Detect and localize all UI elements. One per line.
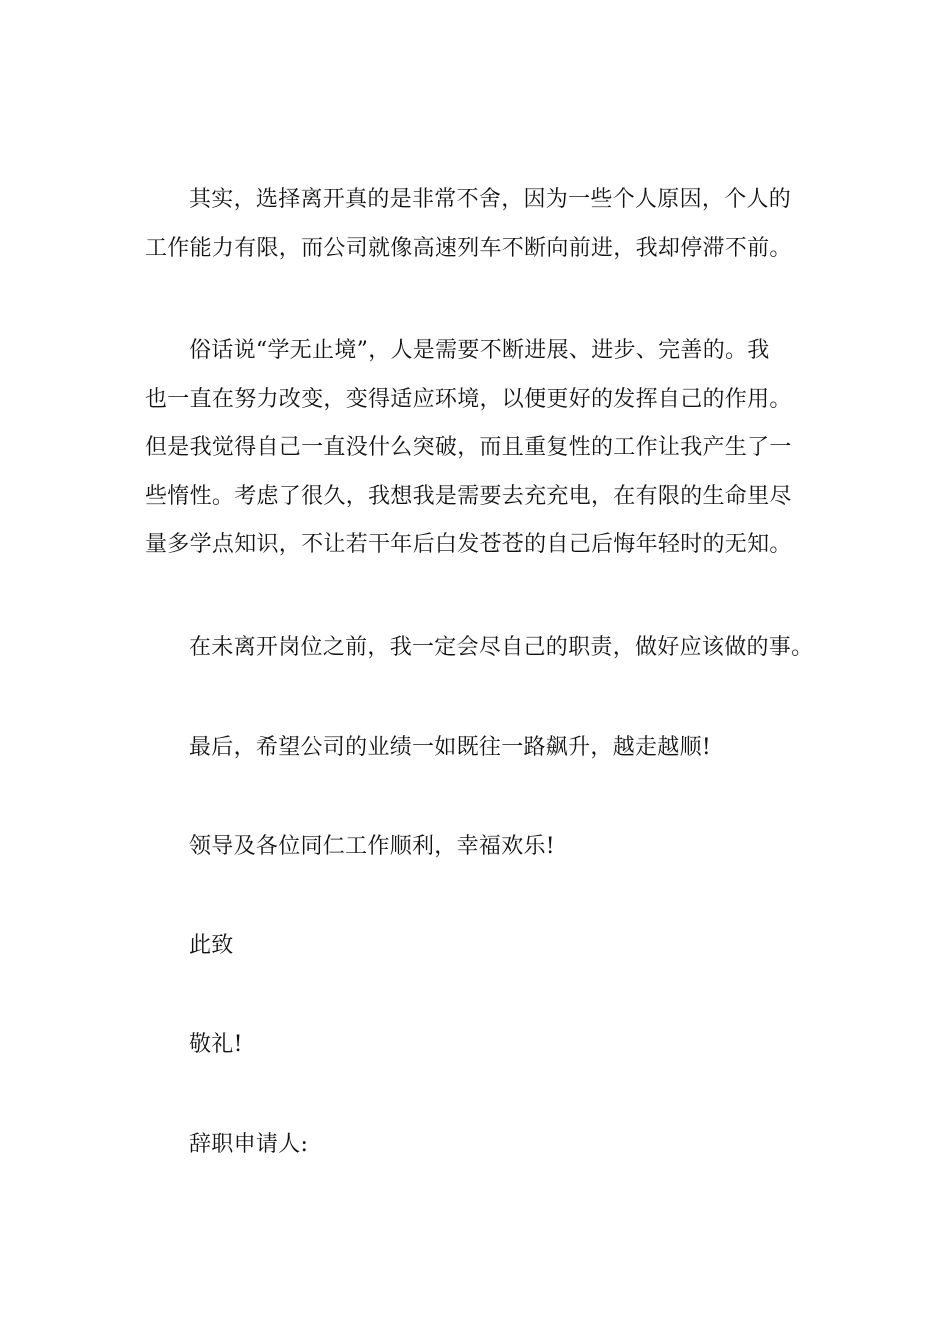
text-line: 最后，希望公司的业绩一如既往一路飙升，越走越顺! <box>189 735 712 760</box>
text-line: 此致 <box>189 933 234 958</box>
text-line: 但是我觉得自己一直没什么突破，而且重复性的工作让我产生了一 <box>145 435 792 460</box>
text-line: 敬礼! <box>189 1032 243 1057</box>
paragraph-commitment <box>145 624 814 673</box>
text-line: 些惰性。考虑了很久，我想我是需要去充充电，在有限的生命里尽 <box>145 483 792 509</box>
paragraph-reason <box>145 176 805 273</box>
paragraph-learning <box>145 327 805 570</box>
paragraph-wishes-company <box>145 724 805 773</box>
closing-salutation <box>145 922 805 971</box>
text-line: 量多学点知识，不让若干年后白发苍苍的自己后悔年轻时的无知。 <box>145 532 792 557</box>
text-line: 在未离开岗位之前，我一定会尽自己的职责，做好应该做的事。 <box>189 635 814 660</box>
text-line: 也一直在努力改变，变得适应环境，以便更好的发挥自己的作用。 <box>145 386 792 412</box>
text-line: 工作能力有限，而公司就像高速列车不断向前进，我却停滞不前。 <box>145 235 792 261</box>
paragraph-wishes-colleagues <box>145 823 805 872</box>
text-line: 其实，选择离开真的是非常不舍，因为一些个人原因，个人的 <box>189 187 792 212</box>
signature-label <box>145 1121 805 1170</box>
text-line: 辞职申请人: <box>189 1132 309 1157</box>
text-line: 俗话说“学无止境”，人是需要不断进展、进步、完善的。我 <box>189 338 770 363</box>
closing-regards <box>145 1021 805 1070</box>
text-line: 领导及各位同仁工作顺利，幸福欢乐! <box>189 834 555 859</box>
